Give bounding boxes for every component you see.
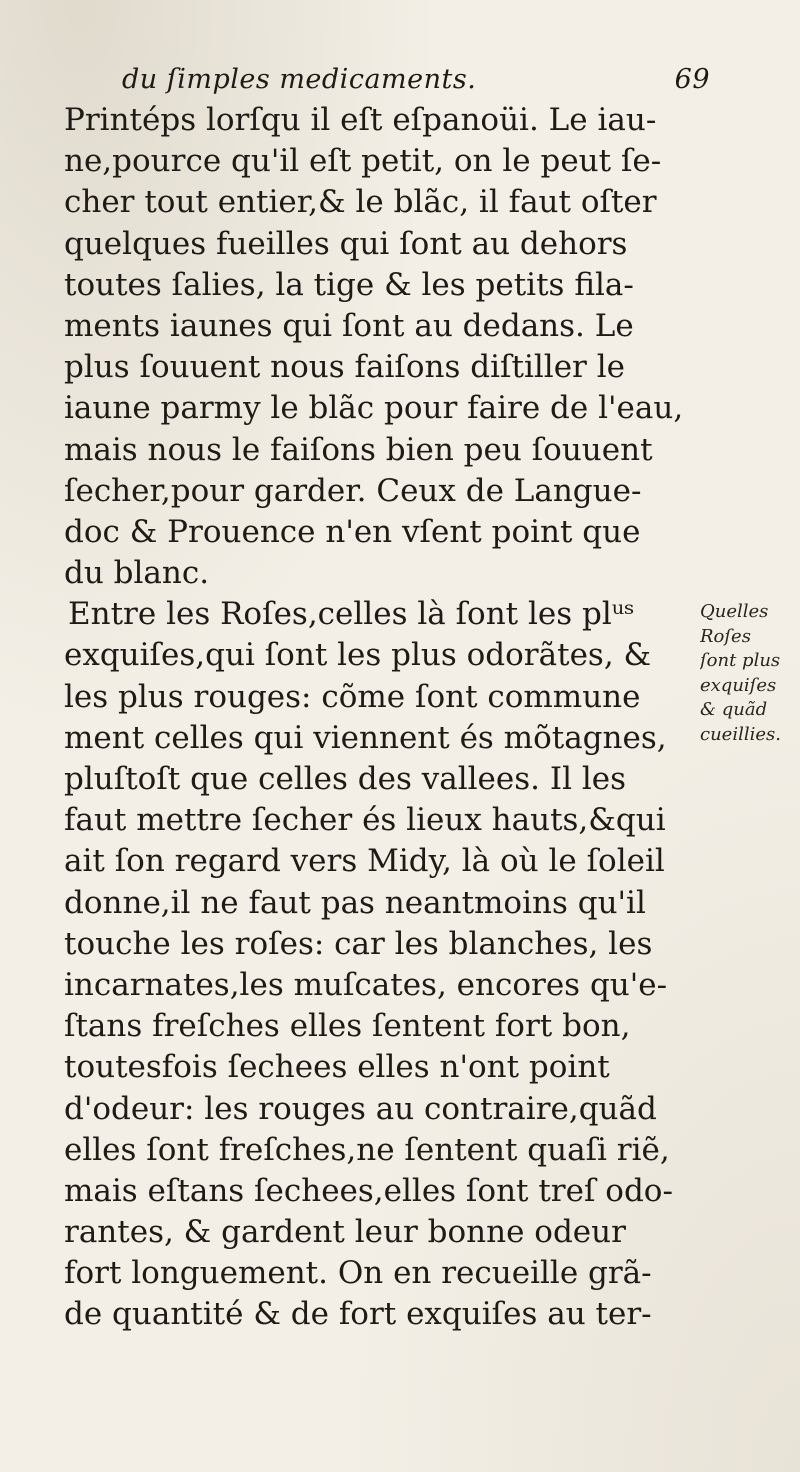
page-number: 69	[674, 64, 710, 95]
text-line: touche les roſes: car les blanches, les	[64, 925, 653, 962]
text-line: iaune parmy le blãc pour faire de l'eau,	[64, 390, 684, 427]
text-line: du blanc.	[64, 555, 210, 592]
margin-note-line: exquiſes	[700, 674, 777, 696]
text-line: doc & Prouence n'en vſent point que	[64, 513, 641, 550]
margin-note-line: & quãd	[700, 699, 768, 720]
body-text	[64, 100, 744, 1336]
text-line: d'odeur: les rouges au contraire,quãd	[64, 1090, 657, 1127]
text-line: ſtans freſches elles ſentent fort bon,	[64, 1008, 631, 1045]
margin-note-line: cueillies.	[700, 723, 781, 745]
running-head	[110, 64, 710, 104]
text-line: Printéps lorſqu il eſt eſpanoüi. Le iau-	[64, 102, 657, 138]
text-line: exquiſes,qui ſont les plus odorãtes, &	[64, 637, 652, 674]
text-line: incarnates,les muſcates, encores qu'e-	[64, 966, 668, 1003]
text-line: faut mettre ſecher és lieux hauts,&qui	[64, 802, 666, 839]
margin-note-line: Quelles	[700, 601, 769, 622]
margin-note-line: Roſes	[700, 625, 751, 647]
text-line: de quantité & de fort exquiſes au ter-	[64, 1296, 652, 1333]
text-line: elles ſont freſches,ne ſentent quaſi riẽ,	[64, 1131, 670, 1168]
text-line: ſecher,pour garder. Ceux de Langue-	[64, 472, 642, 509]
text-line: ne,pource qu'il eſt petit, on le peut ſe-	[64, 143, 662, 180]
text-line: ment celles qui viennent és mõtagnes,	[64, 719, 667, 756]
margin-note	[700, 600, 796, 747]
text-line: ments iaunes qui ſont au dedans. Le	[64, 307, 634, 344]
text-line: Entre les Roſes,celles là ſont les plᵘˢ	[68, 596, 635, 633]
text-line: ait ſon regard vers Midy, là où le ſoleil	[64, 843, 665, 880]
text-line: cher tout entier,& le blãc, il faut oſter	[64, 184, 657, 221]
text-line: fort longuement. On en recueille grã-	[64, 1255, 652, 1292]
text-line: plus ſouuent nous faiſons diſtiller le	[64, 349, 625, 386]
text-line: donne,il ne faut pas neantmoins qu'il	[64, 884, 646, 921]
running-head-title: du ſimples medicaments.	[122, 64, 477, 95]
text-line: toutesfois ſechees elles n'ont point	[64, 1049, 610, 1086]
margin-note-line: ſont plus	[700, 650, 781, 671]
text-line: les plus rouges: cõme ſont commune	[64, 678, 641, 715]
text-line: rantes, & gardent leur bonne odeur	[64, 1214, 626, 1251]
text-line: quelques fueilles qui ſont au dehors	[64, 225, 628, 262]
text-line: pluſtoſt que celles des vallees. Il les	[64, 761, 627, 797]
text-line: mais nous le faiſons bien peu ſouuent	[64, 431, 653, 468]
text-line: toutes ſalies, la tige & les petits fila-	[64, 266, 634, 303]
text-line: mais eſtans ſechees,elles ſont treſ odo-	[64, 1172, 673, 1209]
